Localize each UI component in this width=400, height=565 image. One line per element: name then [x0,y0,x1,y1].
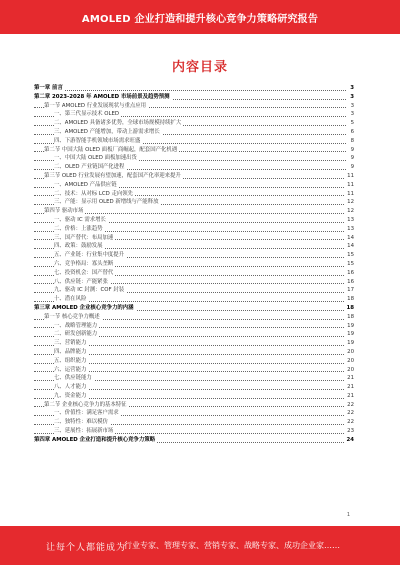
toc-entry-page: 16 [347,278,354,285]
toc-entry[interactable] [34,84,354,93]
toc-entry-title: 一、战略管理能力 [54,322,98,329]
toc-entry-page: 21 [347,384,354,391]
toc-entry[interactable] [34,313,354,322]
toc-entry[interactable] [34,401,354,410]
toc-entry[interactable] [34,295,354,304]
toc-entry-title: 二、价格：上涨趋势 [54,225,103,232]
footer-tagline: 行业专家、管理专家、营销专家、战略专家、成功企业家…… [124,541,340,550]
toc-entry[interactable] [34,163,354,172]
toc-entry[interactable] [34,339,354,348]
toc-entry[interactable] [34,137,354,146]
toc-leader-dots [34,90,346,91]
toc-entry[interactable] [34,286,354,295]
toc-entry-page: 11 [347,181,354,188]
table-of-contents [34,84,354,445]
toc-entry-page: 11 [347,172,354,179]
toc-entry-title: 第三节 OLED 行业发展有望加速，配套国产化率迎来提升 [44,172,181,179]
toc-entry-page: 22 [347,410,354,417]
toc-entry-title: 二、研发创新能力 [54,331,98,338]
toc-entry[interactable] [34,427,354,436]
toc-entry[interactable] [34,269,354,278]
toc-entry-title: 第二节 企业核心竞争力的基本特征 [44,401,127,408]
toc-entry-page: 13 [347,216,354,223]
toc-entry-page: 14 [347,234,354,241]
toc-entry-page: 11 [347,190,354,197]
toc-entry[interactable] [34,181,354,190]
toc-entry-title: 四、品牌能力 [54,348,87,355]
toc-entry-page: 19 [347,322,354,329]
toc-entry-page: 17 [347,287,354,294]
toc-entry-title: 七、供应链能力 [54,375,92,382]
toc-entry[interactable] [34,251,354,260]
toc-entry-title: 第一章 前言 [34,85,63,91]
toc-entry-page: 16 [347,269,354,276]
toc-entry-page: 3 [350,85,354,91]
toc-entry-page: 22 [347,419,354,426]
toc-entry-title: 三、营销能力 [54,340,87,347]
toc-entry[interactable] [34,436,354,445]
toc-entry-title: 第四章 AMOLED 企业打造和提升核心竞争力策略 [34,436,156,443]
toc-entry-page: 15 [347,260,354,267]
toc-entry-title: 三、延展性：拓展新市场 [54,428,114,435]
toc-entry-title: 第二章 2023-2028 年 AMOLED 市场前景及趋势预测 [34,93,170,100]
toc-entry-title: 一、价值性：满足客户需求 [54,410,119,417]
toc-entry-page: 15 [347,252,354,259]
toc-entry[interactable] [34,357,354,366]
toc-entry[interactable] [34,330,354,339]
toc-entry-title: 四、政策：鼓励发展 [54,243,103,250]
toc-entry-page: 19 [347,331,354,338]
toc-entry[interactable] [34,234,354,243]
toc-entry[interactable] [34,119,354,128]
toc-entry-title: 二、AMOLED 具备诸多优势，全球市场规模持续扩大 [54,120,182,127]
toc-entry[interactable] [34,102,354,111]
toc-entry-page: 21 [347,375,354,382]
toc-entry[interactable] [34,322,354,331]
toc-entry-title: 三、产能：显示用 OLED 新增线与产能释放 [54,199,159,206]
toc-entry-page: 6 [350,128,354,135]
toc-entry-page: 9 [350,155,354,162]
toc-entry-title: 六、运营能力 [54,366,87,373]
toc-entry-title: 八、供应链：产能紧张 [54,278,108,285]
toc-entry-page: 23 [347,428,354,435]
toc-entry-title: 十、潜在风险 [54,296,87,303]
toc-entry[interactable] [34,348,354,357]
toc-entry-page: 18 [347,313,354,320]
toc-entry[interactable] [34,383,354,392]
toc-entry-page: 20 [347,348,354,355]
toc-entry-title: 八、人才能力 [54,384,87,391]
toc-entry[interactable] [34,278,354,287]
toc-entry-title: 一、AMOLED 产品供应链 [54,181,117,188]
toc-entry-title: 第四节 驱动市场 [44,208,84,215]
toc-entry-title: 一、驱动 IC 需求增长 [54,216,106,223]
toc-entry-title: 二、OLED 产业链国产化进程 [54,164,125,171]
toc-entry[interactable] [34,110,354,119]
toc-entry[interactable] [34,366,354,375]
toc-entry-title: 第一节 核心竞争力概述 [44,313,100,320]
toc-entry[interactable] [34,409,354,418]
toc-entry-page: 18 [347,296,354,303]
toc-entry[interactable] [34,304,354,313]
toc-entry-title: 三、国产替代：布局加速 [54,234,114,241]
toc-entry-page: 13 [347,225,354,232]
toc-entry[interactable] [34,392,354,401]
toc-entry-title: 七、投资机会：国产替代 [54,269,114,276]
toc-entry-page: 20 [347,357,354,364]
toc-entry-page: 9 [350,146,354,153]
toc-entry-title: 第二节 中国大陆 OLED 面板厂商崛起，配套国产化机遇 [44,146,178,153]
toc-entry-title: 一、中国大陆 OLED 面板加速出货 [54,155,137,162]
toc-entry-page: 12 [347,199,354,206]
toc-entry-page: 9 [350,164,354,171]
toc-entry-title: 一、第三代显示技术 OLED [54,111,120,118]
footer-slogan: 让每个人都能成为 [46,543,127,553]
toc-entry-page: 19 [347,340,354,347]
toc-entry[interactable] [34,172,354,181]
toc-entry-title: 四、下游智能手机领域市场需求旺盛 [54,137,141,144]
toc-heading: 内容目录 [171,60,228,75]
toc-entry-page: 3 [350,93,354,100]
toc-entry-page: 8 [350,137,354,144]
report-title: AMOLED 企业打造和提升核心竞争力策略研究报告 [81,14,319,25]
toc-entry[interactable] [34,242,354,251]
toc-entry-page: 20 [347,366,354,373]
toc-entry-page: 18 [346,304,354,311]
toc-entry-page: 3 [350,102,354,109]
toc-entry-page: 5 [350,120,354,127]
toc-entry[interactable] [34,418,354,427]
toc-entry-page: 14 [347,243,354,250]
toc-entry-page: 12 [347,208,354,215]
page-number: 1 [346,512,350,518]
toc-entry-page: 24 [346,436,354,443]
toc-entry[interactable] [34,207,354,216]
toc-entry-title: 五、产业链：行业集中度提升 [54,252,125,259]
toc-entry[interactable] [34,374,354,383]
toc-entry[interactable] [34,198,354,207]
toc-entry-title: 九、驱动 IC 封测：COF 封装 [54,287,125,294]
toc-entry-page: 21 [347,392,354,399]
toc-entry[interactable] [34,93,354,102]
toc-entry-title: 六、竞争格局：寡头垄断 [54,260,114,267]
toc-entry[interactable] [34,190,354,199]
toc-entry[interactable] [34,225,354,234]
toc-entry-title: 三、AMOLED 产能增加，带动上游需求增长 [54,128,160,135]
toc-entry-page: 3 [350,111,354,118]
toc-entry[interactable] [34,260,354,269]
toc-entry-title: 第三章 AMOLED 企业核心竞争力的内涵 [34,304,134,311]
toc-entry-title: 九、资金能力 [54,392,87,399]
toc-entry-title: 第一节 AMOLED 行业发展现状与重点应用 [44,102,147,109]
toc-entry-page: 22 [347,401,354,408]
toc-entry-title: 二、技术：从对标 LCD 走向领先 [54,190,134,197]
toc-entry[interactable] [34,146,354,155]
toc-entry-title: 二、独特性：难以模仿 [54,419,108,426]
toc-entry[interactable] [34,216,354,225]
toc-entry[interactable] [34,154,354,163]
toc-entry-title: 五、组织能力 [54,357,87,364]
toc-entry[interactable] [34,128,354,137]
